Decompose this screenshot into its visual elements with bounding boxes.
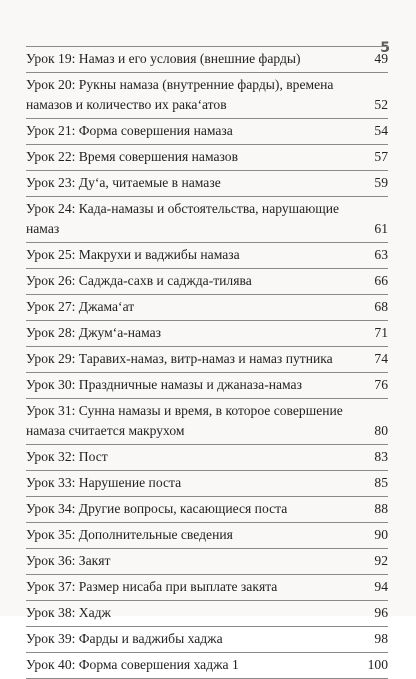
toc-entry-title: Урок 37: Размер нисаба при выплате закята	[26, 579, 278, 594]
page-number: 5	[380, 40, 390, 56]
toc-entry-title: Урок 24: Када-намазы и обстоятельства, нарушающие намаз	[26, 201, 340, 236]
toc-entry	[26, 653, 388, 679]
toc-entry-title: Урок 21: Форма совершения намаза	[26, 123, 233, 138]
toc-entry-title: Урок 32: Пост	[26, 449, 108, 464]
toc-entry	[26, 171, 388, 197]
toc-entry-page: 52	[374, 97, 388, 112]
toc-entry-title: Урок 22: Время совершения намазов	[26, 149, 239, 164]
toc-entry	[26, 399, 388, 445]
toc-entry-title: Урок 29: Таравих-намаз, витр-намаз и намаз путника	[26, 351, 333, 366]
toc-entry-page: 63	[374, 247, 388, 262]
toc-entry	[26, 373, 388, 399]
toc-entry	[26, 119, 388, 145]
toc-entry	[26, 471, 388, 497]
toc-entry	[26, 243, 388, 269]
toc-entry-title: Урок 27: Джама‘ат	[26, 299, 135, 314]
toc-entry-title: Урок 36: Закят	[26, 553, 111, 568]
toc-entry	[26, 347, 388, 373]
toc-entry	[26, 575, 388, 601]
toc-entry	[26, 295, 388, 321]
toc-entry-page: 76	[374, 377, 388, 392]
toc-entry-title: Урок 38: Хадж	[26, 605, 111, 620]
toc-entry-page: 94	[374, 579, 388, 594]
toc-entry-page: 54	[374, 123, 388, 138]
toc-entry-title: Урок 31: Сунна намазы и время, в которое совершение намаза считается макрухом	[26, 403, 343, 438]
toc-entry-title: Урок 23: Ду‘а, читаемые в намазе	[26, 175, 221, 190]
toc-entry-title: Урок 28: Джум‘а-намаз	[26, 325, 161, 340]
toc-entry-title: Урок 26: Саджда-сахв и саджда-тилява	[26, 273, 252, 288]
toc-entry-title: Урок 19: Намаз и его условия (внешние фарды)	[26, 51, 301, 66]
toc-entry	[26, 445, 388, 471]
toc-entry-title: Урок 35: Дополнительные сведения	[26, 527, 233, 542]
toc-entry-page: 98	[374, 631, 388, 646]
toc-entry-title: Урок 39: Фарды и ваджибы хаджа	[26, 631, 223, 646]
toc-entry-page: 59	[374, 175, 388, 190]
toc-entry	[26, 549, 388, 575]
toc-entry	[26, 73, 388, 119]
toc-list	[26, 47, 388, 679]
toc-entry	[26, 269, 388, 295]
toc-entry-page: 71	[374, 325, 388, 340]
toc-entry-page: 92	[374, 553, 388, 568]
toc-entry-page: 61	[374, 221, 388, 236]
toc-entry-page: 74	[374, 351, 388, 366]
toc-entry-title: Урок 25: Макрухи и ваджибы намаза	[26, 247, 240, 262]
toc-entry-page: 57	[374, 149, 388, 164]
toc-entry	[26, 47, 388, 73]
toc-entry-title: Урок 30: Праздничные намазы и джаназа-намаз	[26, 377, 302, 392]
toc-entry	[26, 145, 388, 171]
toc-entry-page: 88	[374, 501, 388, 516]
toc-entry-page: 100	[367, 657, 388, 672]
toc-entry-page: 85	[374, 475, 388, 490]
toc-entry-title: Урок 34: Другие вопросы, касающиеся поста	[26, 501, 288, 516]
toc-entry-title: Урок 33: Нарушение поста	[26, 475, 182, 490]
toc-entry	[26, 497, 388, 523]
toc-entry-page: 68	[374, 299, 388, 314]
toc-entry	[26, 627, 388, 653]
toc-entry	[26, 321, 388, 347]
toc-entry-title: Урок 40: Форма совершения хаджа 1	[26, 657, 239, 672]
toc-entry	[26, 523, 388, 549]
toc-entry	[26, 601, 388, 627]
toc-entry-page: 49	[374, 51, 388, 66]
toc-entry	[26, 197, 388, 243]
toc-entry-title: Урок 20: Рукны намаза (внутренние фарды), времена намазов и количество их рака‘атов	[26, 77, 334, 112]
table-of-contents	[26, 46, 388, 679]
toc-entry-page: 96	[374, 605, 388, 620]
toc-entry-page: 66	[374, 273, 388, 288]
toc-entry-page: 90	[374, 527, 388, 542]
toc-entry-page: 83	[374, 449, 388, 464]
toc-entry-page: 80	[374, 423, 388, 438]
